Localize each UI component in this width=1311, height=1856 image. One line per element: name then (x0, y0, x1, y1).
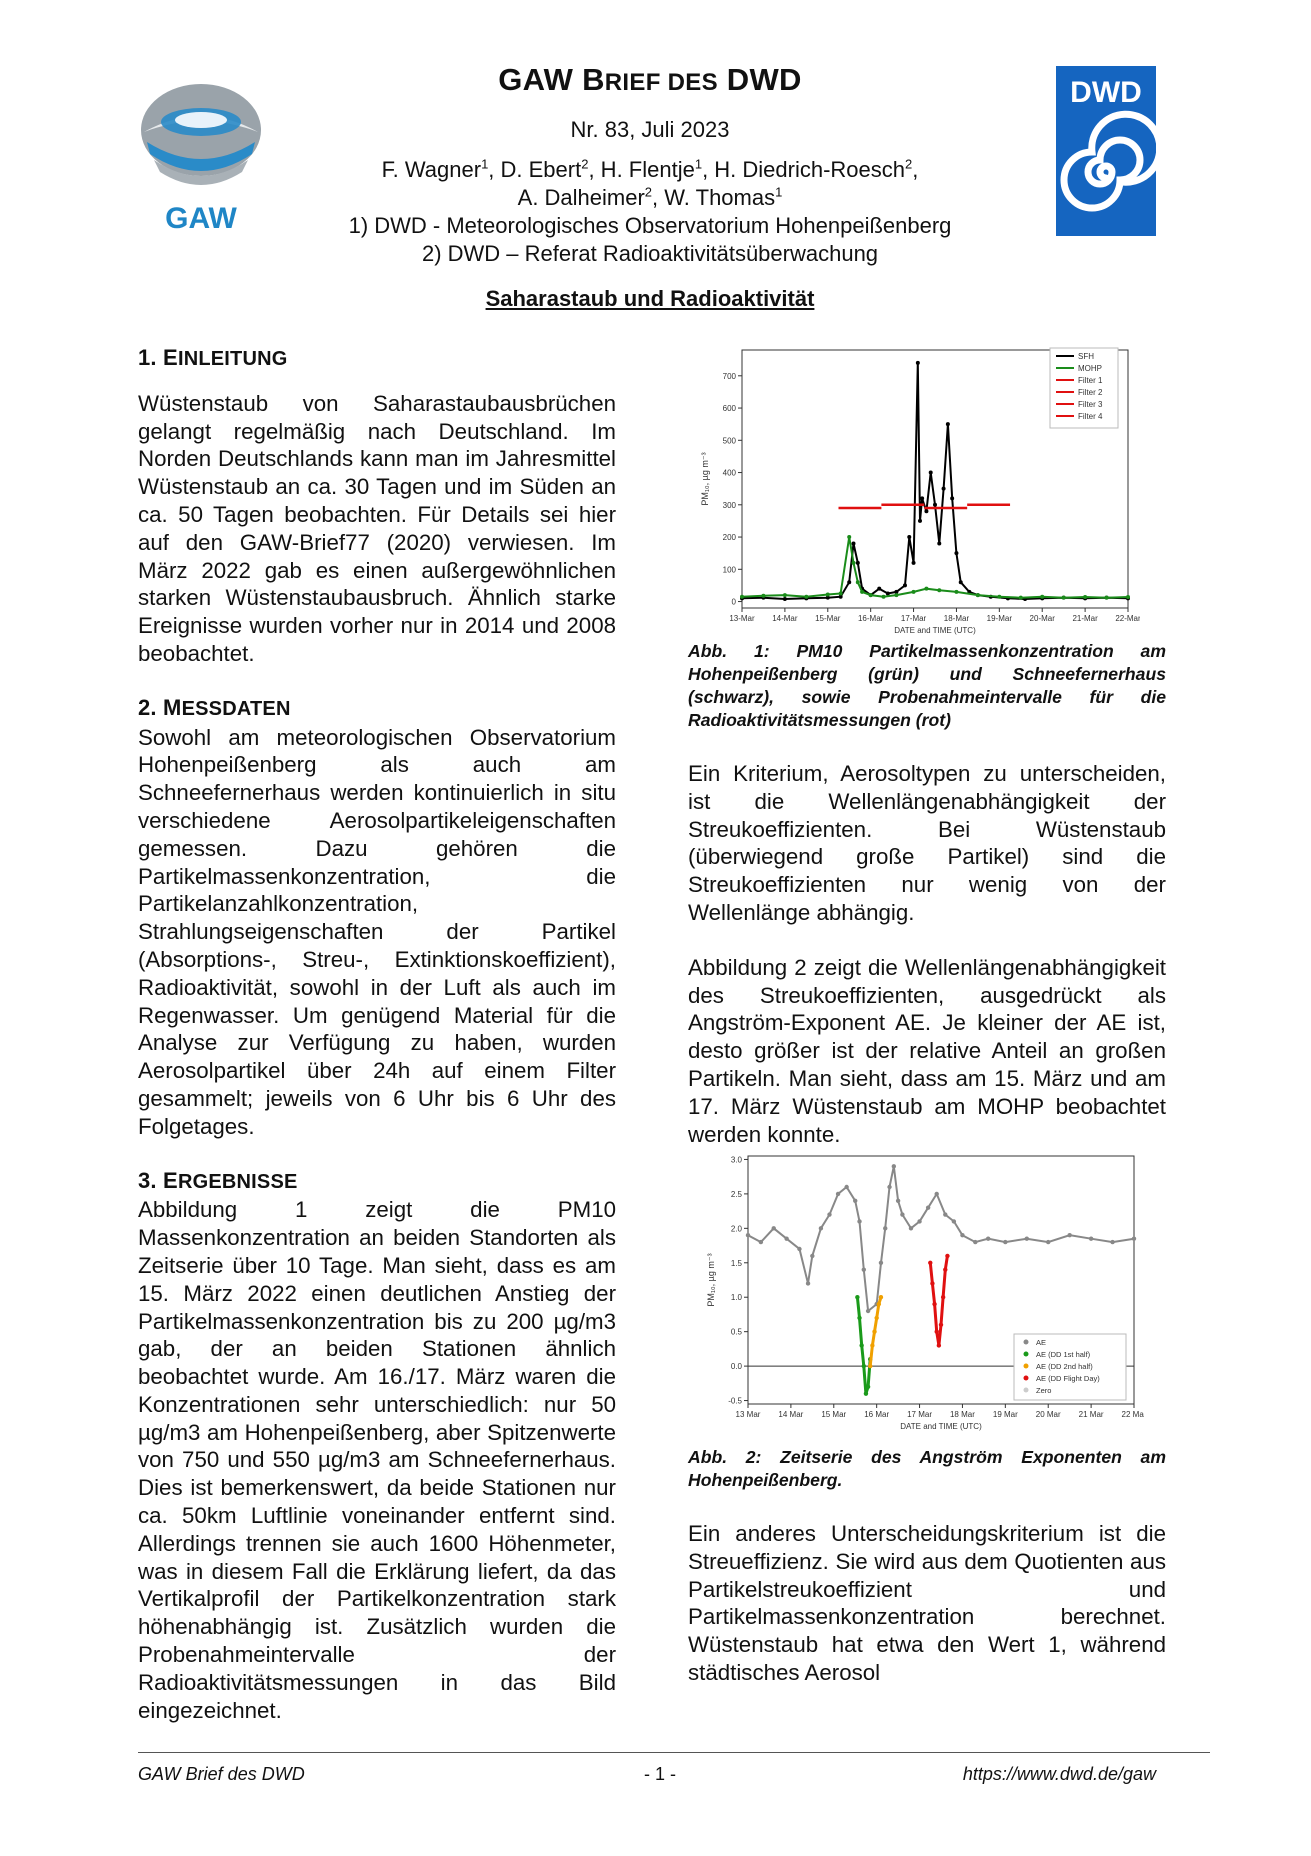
data-point-sfh (903, 583, 907, 587)
data-point-ae (943, 1267, 947, 1271)
introduction-paragraph: Wüstenstaub von Saharastaubausbrüchen gelangt regelmäßig nach Deutschland. Im Norden Deutschlands kann man im Jahresmittel Wüstenstaub an ca. 30 Tagen und im Süden an ca. 50 Tagen beobachten. Für Details sei hier auf den GAW-Brief77 (2020) verwiesen. Im März 2022 gab es einen außergewöhnlichen starken Wüstenstaubausbruch. Ähnlich starke Ereignisse wurden vorher nur in 2014 und 2008 beobachtet. (138, 390, 616, 666)
x-tick-label: 19-Mar (986, 614, 1013, 623)
data-point-mohp (869, 593, 873, 597)
data-point-sfh (783, 597, 787, 601)
x-tick-label: 14 Mar (778, 1410, 804, 1419)
data-point-ae (986, 1236, 990, 1240)
data-point-mohp (937, 588, 941, 592)
data-point-ae (784, 1236, 788, 1240)
data-point-ae (862, 1267, 866, 1271)
issue-line: Nr. 83, Juli 2023 (570, 117, 730, 142)
data-point-mohp (860, 590, 864, 594)
footer-url: https://www.dwd.de/gaw (962, 1764, 1156, 1784)
y-tick-label: 0.5 (730, 1327, 742, 1337)
x-tick-label: 13-Mar (729, 614, 755, 623)
x-tick-label: 17 Mar (907, 1410, 933, 1419)
data-point-sfh (924, 509, 928, 513)
footer-rule (138, 1752, 1210, 1753)
measurements-paragraph: Sowohl am meteorologischen Observatorium Hohenpeißenberg als auch am Schneefernerhaus werden kontinuierlich in situ verschiedene Aerosolpartikeleigenschaften gemessen. Dazu gehören die Partikelmassenkonzentration, die Partikelanzahlkonzentration, Strahlungseigenschaften der Partikel (Absorptions-, Streu-, Extinktionskoeffizient), Radioaktivität, sowohl in der Luft als auch im Regenwasser. Um genügend Material für die Analyse zur Verfügung zu haben, wurden Aerosolpartikel über 24h auf einem Filter gesammelt; jeweils von 6 Uhr bis 6 Uhr des Folgetages. (138, 724, 616, 1139)
figure-1-chart (680, 344, 1140, 640)
data-point-ae (772, 1226, 776, 1230)
data-point-ae (857, 1219, 861, 1223)
x-tick-label: 21 Mar (1078, 1410, 1104, 1419)
x-tick-label: 22-Mar (1115, 614, 1140, 623)
data-point-ae (819, 1226, 823, 1230)
data-point-ae (836, 1192, 840, 1196)
x-tick-label: 17-Mar (900, 614, 927, 623)
legend-label: Zero (1036, 1386, 1052, 1395)
y-tick-label: 500 (722, 436, 736, 446)
data-point-mohp (1083, 595, 1087, 599)
legend-label: Filter 3 (1078, 400, 1103, 409)
data-point-mohp (882, 595, 886, 599)
data-point-sfh (954, 551, 958, 555)
data-point-ae (806, 1281, 810, 1285)
data-point-ae (879, 1261, 883, 1265)
data-point-ae (866, 1309, 870, 1313)
data-point-ae (935, 1329, 939, 1333)
data-point-mohp (783, 593, 787, 597)
data-point-mohp (954, 590, 958, 594)
data-point-mohp (804, 595, 808, 599)
figure-1-caption: Abb. 1: PM10 Partikelmassenkonzentration am Hohenpeißenberg (grün) und Schneefernerhaus (schwarz), sowie Probenahmeintervalle für die Radioaktivitätsmessungen (rot) (688, 641, 1166, 730)
legend-swatch (1024, 1352, 1029, 1357)
data-point-ae (797, 1247, 801, 1251)
y-tick-label: 2.0 (730, 1224, 742, 1234)
x-tick-label: 15 Mar (821, 1410, 847, 1419)
x-tick-label: 16-Mar (857, 614, 884, 623)
data-point-sfh (856, 561, 860, 565)
data-point-ae (1089, 1236, 1093, 1240)
data-point-mohp (1062, 596, 1066, 600)
data-point-sfh (852, 542, 856, 546)
data-point-sfh (959, 580, 963, 584)
y-tick-label: -0.5 (728, 1396, 742, 1406)
legend-label: SFH (1078, 352, 1094, 361)
data-point-ae (877, 1302, 881, 1306)
section-heading-results: 3. ERGEBNISSE (138, 1167, 298, 1193)
data-point-mohp (1040, 595, 1044, 599)
data-point-mohp (856, 580, 860, 584)
data-point-ae (883, 1226, 887, 1230)
left-column (138, 344, 616, 1724)
page-number: - 1 - (643, 1764, 676, 1784)
data-point-ae (855, 1295, 859, 1299)
data-point-ae (864, 1391, 868, 1395)
data-point-ae (937, 1343, 941, 1347)
data-point-ae (1046, 1240, 1050, 1244)
pm10-chart-svg (680, 344, 1140, 640)
legend-label: Filter 1 (1078, 376, 1103, 385)
data-point-ae (939, 1323, 943, 1327)
x-tick-label: 14-Mar (772, 614, 798, 623)
y-tick-label: 0 (731, 597, 736, 607)
data-point-ae (859, 1343, 863, 1347)
figure-2-description-paragraph: Abbildung 2 zeigt die Wellenlängenabhängigkeit des Streukoeffizienten, ausgedrückt als Angström-Exponent AE. Je kleiner der AE ist, desto größer ist der relative Anteil an großen Partikeln. Man sieht, dass am 15. März und am 17. März Wüstenstaub am MOHP beobachtet werden konnte. (688, 954, 1166, 1147)
x-tick-label: 18-Mar (943, 614, 970, 623)
x-tick-label: 21-Mar (1072, 614, 1098, 623)
data-point-ae (1110, 1240, 1114, 1244)
newsletter-title: GAW BRIEF DES DWD (498, 62, 802, 97)
data-point-mohp (1019, 596, 1023, 600)
data-point-mohp (894, 593, 898, 597)
data-point-mohp (976, 593, 980, 597)
figure-2-caption: Abb. 2: Zeitserie des Angström Exponenten am Hohenpeißenberg. (688, 1447, 1166, 1490)
data-point-sfh (929, 471, 933, 475)
y-tick-label: 600 (722, 404, 736, 414)
authors-line-1: F. Wagner$^1$, D. Ebert$^2$, H. Flentje$^1$, H. Diedrich-Roesch$^2$, (381, 156, 919, 182)
data-point-ae (941, 1295, 945, 1299)
figure-2-chart (704, 1150, 1144, 1440)
data-point-ae (973, 1240, 977, 1244)
data-point-ae (943, 1212, 947, 1216)
data-point-ae (868, 1364, 872, 1368)
legend-label: AE (DD 2nd half) (1036, 1362, 1093, 1371)
data-point-ae (866, 1385, 870, 1389)
data-point-ae (857, 1316, 861, 1320)
data-point-ae (827, 1212, 831, 1216)
data-point-ae (900, 1212, 904, 1216)
x-tick-label: 18 Mar (949, 1410, 975, 1419)
authors-line-2: A. Dalheimer$^2$, W. Thomas$^1$ (517, 184, 783, 210)
data-point-ae (759, 1240, 763, 1244)
data-point-mohp (847, 535, 851, 539)
footer-left: GAW Brief des DWD (138, 1764, 305, 1784)
data-point-ae (952, 1219, 956, 1223)
data-point-mohp (826, 592, 830, 596)
data-point-ae (879, 1295, 883, 1299)
gaw-globe-icon (132, 80, 270, 240)
legend-label: AE (DD 1st half) (1036, 1350, 1091, 1359)
y-axis-label: PM₁₀, µg m⁻³ (706, 1253, 716, 1307)
scattering-efficiency-paragraph: Ein anderes Unterscheidungskriterium ist die Streueffizienz. Sie wird aus dem Quotienten aus Partikelstreukoeffizient und Partikelmassenkonzentration berechnet. Wüstenstaub hat etwa den Wert 1, während städtisches Aerosol (688, 1521, 1166, 1685)
data-point-ae (896, 1199, 900, 1203)
data-point-ae (917, 1219, 921, 1223)
y-tick-label: 400 (722, 468, 736, 478)
data-point-ae (1132, 1236, 1136, 1240)
data-point-mohp (997, 595, 1001, 599)
y-tick-label: 1.5 (730, 1258, 742, 1268)
y-tick-label: 100 (722, 565, 736, 575)
data-point-ae (874, 1316, 878, 1320)
gaw-logo (132, 80, 270, 240)
data-point-ae (872, 1329, 876, 1333)
data-point-mohp (912, 590, 916, 594)
x-tick-label: 13 Mar (735, 1410, 761, 1419)
legend-label: Filter 4 (1078, 412, 1103, 421)
x-axis-label: DATE and TIME (UTC) (900, 1422, 982, 1431)
data-point-ae (870, 1343, 874, 1347)
results-paragraph: Abbildung 1 zeigt die PM10 Massenkonzentration an beiden Standorten als Zeitserie über 10 Tage. Man sieht, dass es am 15. März 2022 einen deutlichen Anstieg der Partikelmassenkonzentration bis zu 200 µg/m3 gab, der an beiden Stationen ähnlich beobachtet wurde. Am 16./17. März waren die Konzentrationen sehr unterschiedlich: nur 50 µg/m3 am Hohenpeißenberg, aber Spitzenwerte von 750 und 550 µg/m3 am Schneefernerhaus. Dies ist bemerkenswert, da beide Stationen nur ca. 50km Luftlinie voneinander entfernt sind. Allerdings trennen sie auch 1600 Höhenmeter, was in diesem Fall die Erklärung liefert, da das Vertikalprofil der Partikelkonzentration stark höhenabhängig ist. Zusätzlich wurden die Probenahmeintervalle der Radioaktivitätsmessungen in das Bild eingezeichnet. (138, 1197, 616, 1723)
data-point-mohp (761, 594, 765, 598)
data-point-ae (928, 1261, 932, 1265)
legend-swatch (1024, 1364, 1029, 1369)
data-point-ae (930, 1281, 934, 1285)
data-point-ae (926, 1205, 930, 1209)
data-point-ae (935, 1192, 939, 1196)
legend-swatch (1024, 1376, 1029, 1381)
data-point-sfh (946, 422, 950, 426)
y-tick-label: 2.5 (730, 1189, 742, 1199)
data-point-sfh (877, 587, 881, 591)
legend-swatch (1024, 1340, 1029, 1345)
legend-label: Filter 2 (1078, 388, 1103, 397)
data-point-sfh (933, 503, 937, 507)
criterion-paragraph: Ein Kriterium, Aerosoltypen zu unterscheiden, ist die Wellenlängenabhängigkeit der Streukoeffizienten. Bei Wüstenstaub (überwiegend große Partikel) sind die Streukoeffizienten nur wenig von der Wellenlänge abhängig. (688, 761, 1166, 925)
y-axis-label: PM₁₀, µg m⁻³ (700, 452, 710, 506)
affiliation-1: 1) DWD - Meteorologisches Observatorium Hohenpeißenberg (348, 213, 952, 238)
data-point-sfh (907, 535, 911, 539)
x-axis-label: DATE and TIME (UTC) (894, 626, 976, 635)
data-point-ae (810, 1254, 814, 1258)
data-point-mohp (1105, 596, 1109, 600)
x-tick-label: 20 Mar (1035, 1410, 1061, 1419)
data-point-ae (909, 1226, 913, 1230)
data-point-sfh (916, 361, 920, 365)
angstrom-chart-svg (704, 1150, 1144, 1440)
y-tick-label: 0.0 (730, 1362, 742, 1372)
data-point-mohp (839, 591, 843, 595)
data-point-mohp (740, 595, 744, 599)
right-column-top (688, 760, 1166, 1148)
dwd-logo-text: DWD (1070, 76, 1142, 109)
data-point-ae (862, 1364, 866, 1368)
data-point-ae (1003, 1240, 1007, 1244)
data-point-sfh (886, 591, 890, 595)
y-tick-label: 1.0 (730, 1293, 742, 1303)
data-point-ae (945, 1254, 949, 1258)
gaw-logo-text: GAW (165, 202, 237, 235)
data-point-ae (1025, 1236, 1029, 1240)
data-point-sfh (942, 487, 946, 491)
data-point-sfh (918, 519, 922, 523)
data-point-sfh (847, 580, 851, 584)
legend-swatch (1024, 1388, 1029, 1393)
data-point-ae (853, 1199, 857, 1203)
data-point-sfh (912, 561, 916, 565)
data-point-ae (932, 1302, 936, 1306)
data-point-mohp (924, 587, 928, 591)
document-title: Saharastaub und Radioaktivität (485, 286, 815, 311)
x-tick-label: 15-Mar (815, 614, 841, 623)
section-heading-measurements: 2. MESSDATEN (138, 694, 291, 720)
data-point-ae (844, 1185, 848, 1189)
y-tick-label: 200 (722, 533, 736, 543)
y-tick-label: 3.0 (730, 1155, 742, 1165)
data-point-sfh (920, 496, 924, 500)
dwd-logo (1056, 66, 1156, 236)
affiliation-2: 2) DWD – Referat Radioaktivitätsüberwachung (421, 241, 879, 266)
y-tick-label: 700 (722, 371, 736, 381)
data-point-sfh (937, 542, 941, 546)
legend-label: MOHP (1078, 364, 1102, 373)
data-point-ae (746, 1233, 750, 1237)
x-tick-label: 16 Mar (864, 1410, 890, 1419)
right-column-bottom (688, 1520, 1166, 1687)
legend-label: AE (DD Flight Day) (1036, 1374, 1100, 1383)
dwd-spiral-icon (1056, 66, 1156, 236)
data-point-mohp (852, 561, 856, 565)
data-point-ae (1067, 1233, 1071, 1237)
data-point-mohp (1126, 595, 1130, 599)
data-point-ae (960, 1233, 964, 1237)
y-tick-label: 300 (722, 500, 736, 510)
data-point-ae (892, 1164, 896, 1168)
x-tick-label: 20-Mar (1029, 614, 1055, 623)
x-tick-label: 22 Mar (1121, 1410, 1144, 1419)
legend-label: AE (1036, 1338, 1047, 1347)
data-point-ae (887, 1185, 891, 1189)
section-heading-introduction: 1. EINLEITUNG (138, 345, 288, 370)
x-tick-label: 19 Mar (992, 1410, 1018, 1419)
data-point-sfh (950, 496, 954, 500)
